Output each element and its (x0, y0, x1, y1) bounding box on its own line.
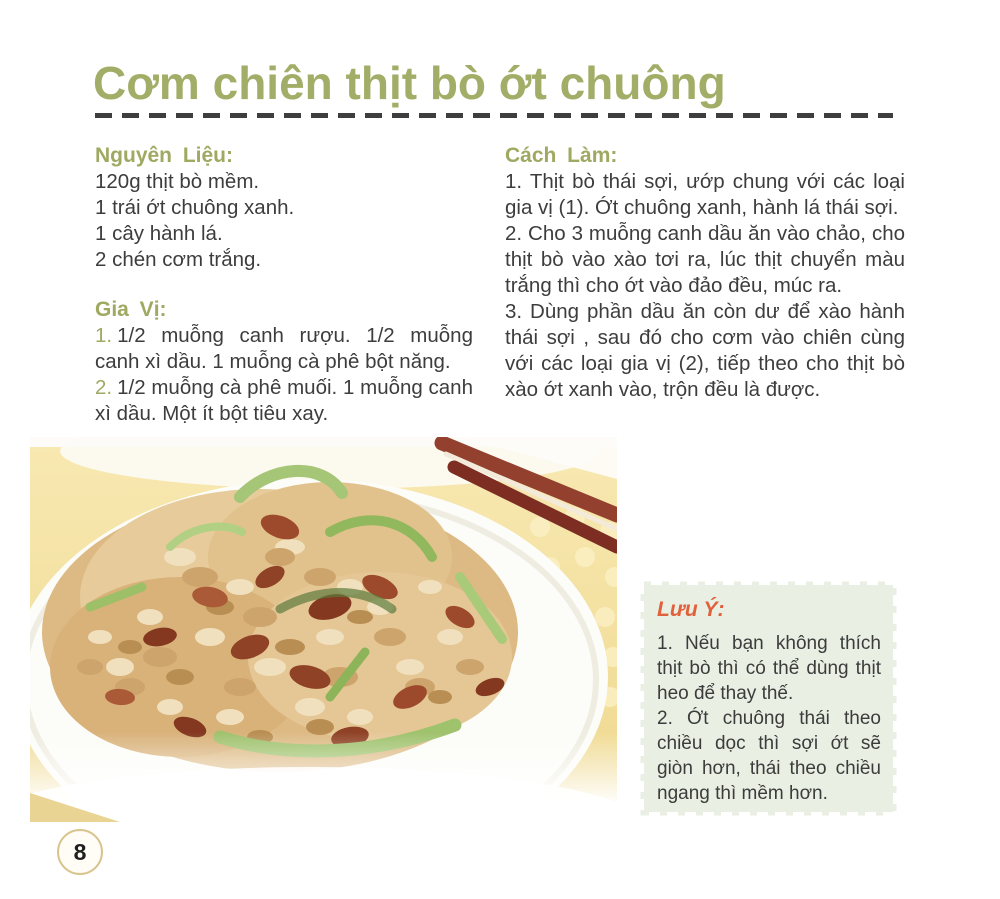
note-item: 1. Nếu bạn không thích thịt bò thì có thể dùng thịt heo để thay thế. (657, 633, 881, 704)
ingredients-heading: Nguyên Liệu: (95, 144, 234, 167)
seasoning-item-text: 1/2 muỗng cà phê muối. 1 muỗng canh xì dầu. Một ít bột tiêu xay. (95, 376, 473, 425)
method-step: 1. Thịt bò thái sợi, ướp chung với các loại gia vị (1). Ớt chuông xanh, hành lá thái sợi. (505, 170, 905, 219)
seasoning-item-number: 1. (95, 324, 113, 347)
page-number: 8 (73, 838, 87, 865)
ingredient-item: 2 chén cơm trắng. (95, 248, 262, 271)
seasoning-item-text: 1/2 muỗng canh rượu. 1/2 muỗng canh xì dầu. 1 muỗng cà phê bột năng. (95, 324, 473, 373)
page-title: Cơm chiên thịt bò ớt chuông (93, 57, 726, 109)
method-step: 3. Dùng phần dầu ăn còn dư để xào hành thái sợi , sau đó cho cơm vào chiên cùng với các loại gia vị (2), tiếp theo cho thịt bò xào ớt xanh vào, trộn đều là được. (505, 300, 905, 401)
method-step: 2. Cho 3 muỗng canh dầu ăn vào chảo, cho thịt bò vào xào tơi ra, lúc thịt chuyển màu trắng thì cho ớt vào đảo đều, múc ra. (505, 222, 905, 297)
seasoning-item (95, 323, 473, 375)
seasoning-heading: Gia Vị: (95, 298, 167, 321)
note-item: 2. Ớt chuông thái theo chiều dọc thì sợi ớt sẽ giòn hơn, thái theo chiều ngang thì mềm hơn. (657, 708, 881, 804)
recipe-photo (30, 437, 617, 825)
ingredient-item: 1 trái ớt chuông xanh. (95, 196, 295, 219)
seasoning-item (95, 375, 473, 427)
method-heading: Cách Làm: (505, 144, 618, 167)
ingredient-item: 1 cây hành lá. (95, 222, 223, 245)
ingredients-column (95, 143, 473, 427)
method-column (505, 143, 905, 403)
seasoning-item-number: 2. (95, 376, 113, 399)
ingredient-item: 120g thịt bò mềm. (95, 170, 260, 193)
note-box (636, 577, 901, 820)
page-number-badge (57, 829, 103, 875)
title-divider (95, 113, 893, 118)
note-heading: Lưu Ý: (657, 598, 725, 621)
